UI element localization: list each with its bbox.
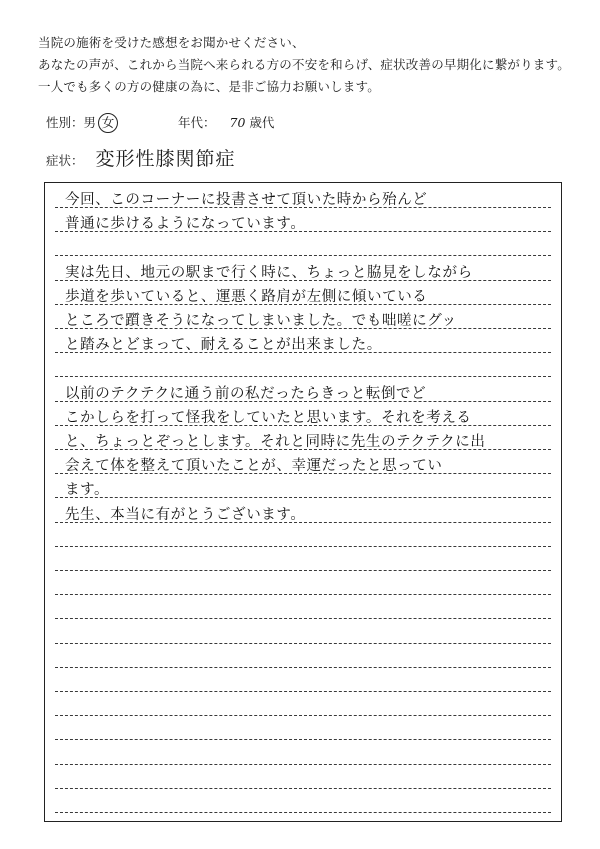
symptom-value: 変形性膝関節症 bbox=[95, 148, 236, 170]
comment-sheet bbox=[44, 182, 562, 822]
age-value: 70 bbox=[229, 115, 246, 130]
ruled-line bbox=[55, 594, 551, 595]
comment-line: 会えて体を整えて頂いたことが、幸運だったと思ってい bbox=[65, 458, 443, 475]
age-label: 年代： bbox=[178, 115, 216, 130]
age-suffix: 歳代 bbox=[249, 115, 275, 130]
ruled-line bbox=[55, 570, 551, 571]
ruled-line bbox=[55, 546, 551, 547]
intro-text bbox=[38, 32, 583, 98]
ruled-line bbox=[55, 691, 551, 692]
ruled-line bbox=[55, 376, 551, 377]
intro-line-2: あなたの声が、これから当院へ来られる方の不安を和らげ、症状改善の早期化に繋がります。 bbox=[38, 57, 570, 72]
comment-line: 実は先日、地元の駅まで行く時に、ちょっと脇見をしながら bbox=[65, 264, 473, 281]
comment-line: ところで躓きそうになってしまいました。でも咄嗟にグッ bbox=[65, 313, 457, 329]
comment-line: 普通に歩けるようになっています。 bbox=[65, 216, 306, 233]
symptom-label: 症状： bbox=[46, 153, 84, 168]
intro-line-1: 当院の施術を受けた感想をお聞かせください、 bbox=[38, 35, 305, 50]
comment-line: 歩道を歩いていると、運悪く路肩が左側に傾いている bbox=[65, 288, 428, 305]
ruled-line bbox=[55, 667, 551, 668]
comment-line: 以前のテクテクに通う前の私だったらきっと転倒でど bbox=[65, 385, 427, 402]
comment-line: ます。 bbox=[65, 482, 110, 499]
ruled-line bbox=[55, 715, 551, 716]
comment-line: 先生、本当に有がとうございます。 bbox=[65, 506, 306, 523]
meta-row bbox=[46, 112, 274, 134]
comment-line: と踏みとどまって、耐えることが出来ました。 bbox=[65, 337, 382, 354]
comment-line: と、ちょっとぞっとします。それと同時に先生のテクテクに出 bbox=[65, 434, 486, 450]
symptom-row bbox=[46, 144, 236, 174]
ruled-line bbox=[55, 618, 551, 619]
gender-label: 性別：男 bbox=[46, 115, 97, 130]
ruled-line bbox=[55, 812, 551, 813]
intro-line-3: 一人でも多くの方の健康の為に、是非ご協力お願いします。 bbox=[38, 79, 380, 94]
ruled-line bbox=[55, 255, 551, 256]
ruled-line bbox=[55, 739, 551, 740]
ruled-line bbox=[55, 497, 551, 498]
comment-line: こかしらを打って怪我をしていたと思います。それを考える bbox=[65, 409, 472, 426]
ruled-line bbox=[55, 788, 551, 789]
comment-line: 今回、このコーナーに投書させて頂いた時から殆んど bbox=[65, 192, 428, 208]
gender-selected-circle: 女 bbox=[98, 113, 118, 133]
ruled-line bbox=[55, 764, 551, 765]
ruled-line bbox=[55, 643, 551, 644]
